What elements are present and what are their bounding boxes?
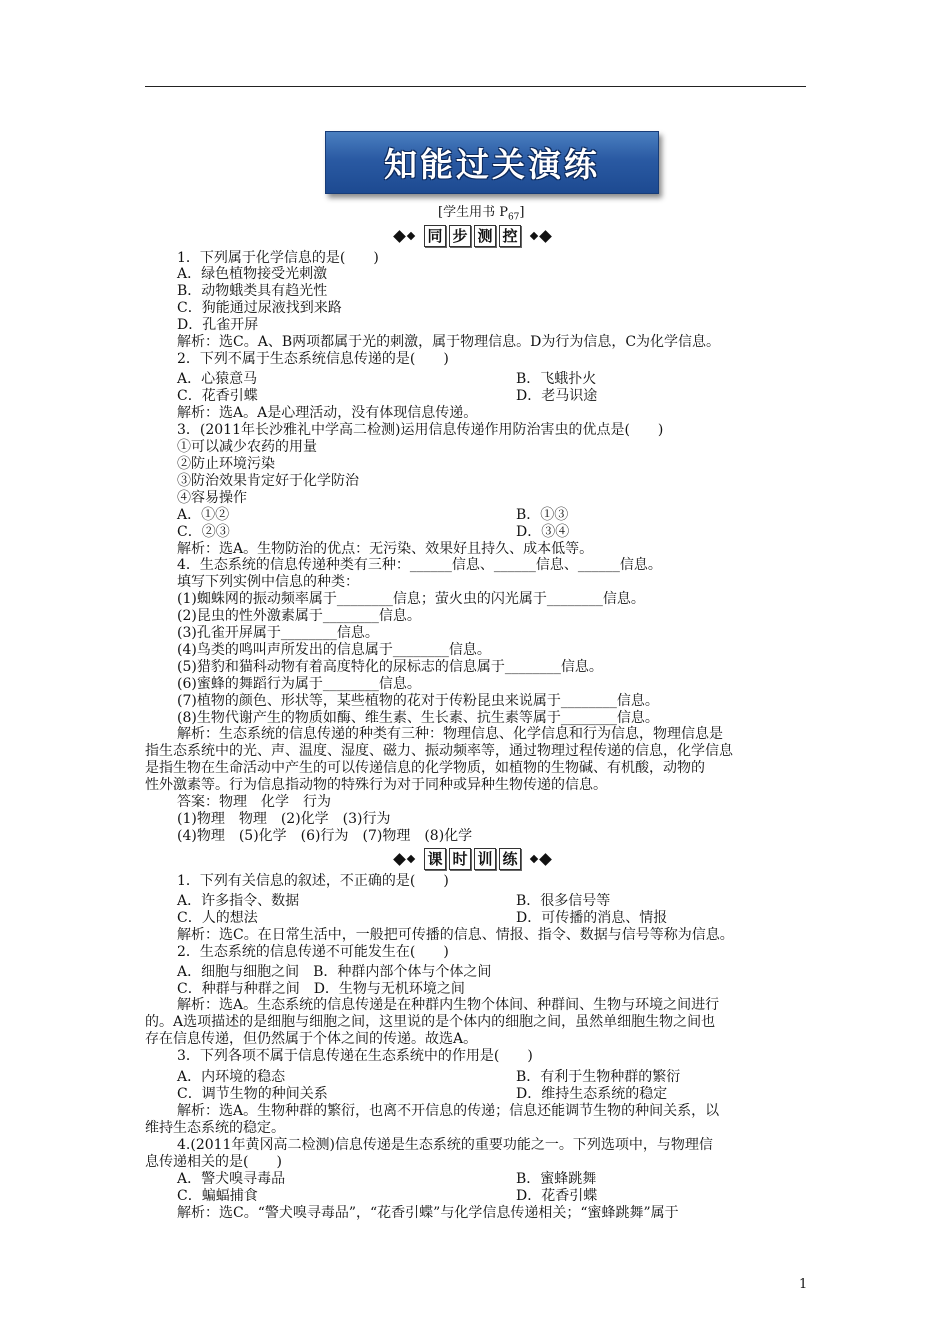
question-line: 1．下列属于化学信息的是( ) [177,250,379,266]
question-line: 2．生态系统的信息传递不可能发生在( ) [177,944,449,960]
option-line: D．可传播的消息、情报 [516,910,668,926]
text-line: (8)生物代谢产生的物质如酶、维生素、生长素、抗生素等属于________信息。 [177,710,659,726]
answer-line: 解析：生态系统的信息传递的种类有三种：物理信息、化学信息和行为信息，物理信息是 [177,726,723,742]
diamond-icon [407,232,415,240]
section-header-lesson-training [395,847,550,871]
option-line: C．调节生物的种间关系 [177,1086,328,1102]
option-line: D．③④ [516,524,570,540]
answer-line: 的。A选项描述的是细胞与细胞之间，这里说的是个体内的细胞之间，虽然单细胞生物之间也 [145,1014,716,1030]
answer-line: 解析：选A。生态系统的信息传递是在种群内生物个体间、种群间、生物与环境之间进行 [177,997,720,1013]
text-line: (3)孔雀开屏属于________信息。 [177,625,379,641]
answer-line: 解析：选A。A是心理活动，没有体现信息传递。 [177,405,478,421]
text-line: (7)植物的颜色、形状等，某些植物的花对于传粉昆虫来说属于________信息。 [177,693,659,709]
answer-line: 答案：物理 化学 行为 [177,794,331,810]
diamond-icon [530,232,538,240]
section-char: 控 [499,225,521,247]
answer-line: (4)物理 (5)化学 (6)行为 (7)物理 (8)化学 [177,828,473,844]
text-line: (5)猎豹和猫科动物有着高度特化的尿标志的信息属于________信息。 [177,659,603,675]
section-char: 课 [424,848,446,870]
option-line: ①可以减少农药的用量 [177,439,317,455]
option-line: C．蝙蝠捕食 [177,1188,258,1204]
answer-line: 是指生物在生命活动中产生的可以传递信息的化学物质，如植物的生物碱、有机酸，动物的 [145,760,705,776]
question-line: 4．生态系统的信息传递种类有三种：______信息、______信息、______信息。 [177,557,662,573]
option-line: A．绿色植物接受光刺激 [177,266,328,282]
header-rule [145,86,806,87]
text-line: (4)鸟类的鸣叫声所发出的信息属于________信息。 [177,642,491,658]
answer-line: 维持生态系统的稳定。 [145,1120,285,1136]
option-line: B．动物蛾类具有趋光性 [177,283,328,299]
diamond-icon [393,230,406,243]
section-char: 同 [424,225,446,247]
diamond-icon [530,855,538,863]
option-line: D．老马识途 [516,388,598,404]
option-line: A．警犬嗅寻毒品 [177,1171,286,1187]
answer-line: (1)物理 物理 (2)化学 (3)行为 [177,811,391,827]
diamond-icon [407,855,415,863]
diamond-icon [539,230,552,243]
banner-title: 知能过关演练 [384,145,600,184]
page-number: 1 [799,1277,808,1292]
section-char: 步 [449,225,471,247]
option-line: C．人的想法 [177,910,258,926]
option-line: D．花香引蝶 [516,1188,598,1204]
answer-line: 性外激素等。行为信息指动物的特殊行为对于同种或异种生物传递的信息。 [145,777,607,793]
chapter-banner [325,131,659,194]
option-line: ②防止环境污染 [177,456,275,472]
option-line: B．飞蛾扑火 [516,371,597,387]
answer-line: 解析：选A。生物种群的繁衍，也离不开信息的传递；信息还能调节生物的种间关系，以 [177,1103,720,1119]
question-line: 1．下列有关信息的叙述，不正确的是( ) [177,873,449,889]
answer-line: 存在信息传递，但仍然属于个体之间的传递。故选A。 [145,1031,478,1047]
question-line: 2．下列不属于生态系统信息传递的是( ) [177,351,449,367]
question-line: 3．下列各项不属于信息传递在生态系统中的作用是( ) [177,1048,533,1064]
section-char: 时 [449,848,471,870]
option-line: C．狗能通过尿液找到来路 [177,300,342,316]
option-line: B．①③ [516,507,569,523]
option-line: B．有利于生物种群的繁衍 [516,1069,681,1085]
option-line: C．②③ [177,524,230,540]
option-line: ③防治效果肯定好于化学防治 [177,473,359,489]
section-char: 训 [474,848,496,870]
text-line: 填写下列实例中信息的种类： [177,574,359,590]
option-line: D．孔雀开屏 [177,317,259,333]
section-char: 测 [474,225,496,247]
text-line: (1)蜘蛛网的振动频率属于________信息；萤火虫的闪光属于________信息。 [177,591,645,607]
option-line: C．种群与种群之间 D．生物与无机环境之间 [177,981,465,997]
answer-line: 解析：选C。在日常生活中，一般把可传播的信息、情报、指令、数据与信号等称为信息。 [177,927,734,943]
option-line: A．①② [177,507,230,523]
diamond-icon [539,853,552,866]
option-line: ④容易操作 [177,490,247,506]
question-line: 息传递相关的是( ) [145,1154,282,1170]
option-line: B．很多信号等 [516,893,611,909]
text-line: (2)昆虫的性外激素属于________信息。 [177,608,421,624]
answer-line: 解析：选A。生物防治的优点：无污染、效果好且持久、成本低等。 [177,541,594,557]
option-line: A．许多指令、数据 [177,893,300,909]
answer-line: 解析：选C。“警犬嗅寻毒品”，“花香引蝶”与化学信息传递相关；“蜜蜂跳舞”属于 [177,1205,679,1221]
option-line: A．内环境的稳态 [177,1069,286,1085]
question-line: 3．(2011年长沙雅礼中学高二检测)运用信息传递作用防治害虫的优点是( ) [177,422,664,438]
question-line: 4.(2011年黄冈高二检测)信息传递是生态系统的重要功能之一。下列选项中，与物理信 [177,1137,713,1153]
answer-line: 指生态系统中的光、声、温度、湿度、磁力、振动频率等，通过物理过程传递的信息，化学信息 [145,743,733,759]
option-line: B．蜜蜂跳舞 [516,1171,597,1187]
answer-line: 解析：选C。A、B两项都属于光的刺激，属于物理信息。D为行为信息，C为化学信息。 [177,334,721,350]
option-line: D．维持生态系统的稳定 [516,1086,668,1102]
book-reference: [学生用书 $P_{67}$] [438,205,525,223]
option-line: C．花香引蝶 [177,388,258,404]
section-char: 练 [499,848,521,870]
option-line: A．心猿意马 [177,371,258,387]
diamond-icon [393,853,406,866]
text-line: (6)蜜蜂的舞蹈行为属于________信息。 [177,676,421,692]
section-header-sync-test [395,224,550,248]
option-line: A．细胞与细胞之间 B．种群内部个体与个体之间 [177,964,492,980]
